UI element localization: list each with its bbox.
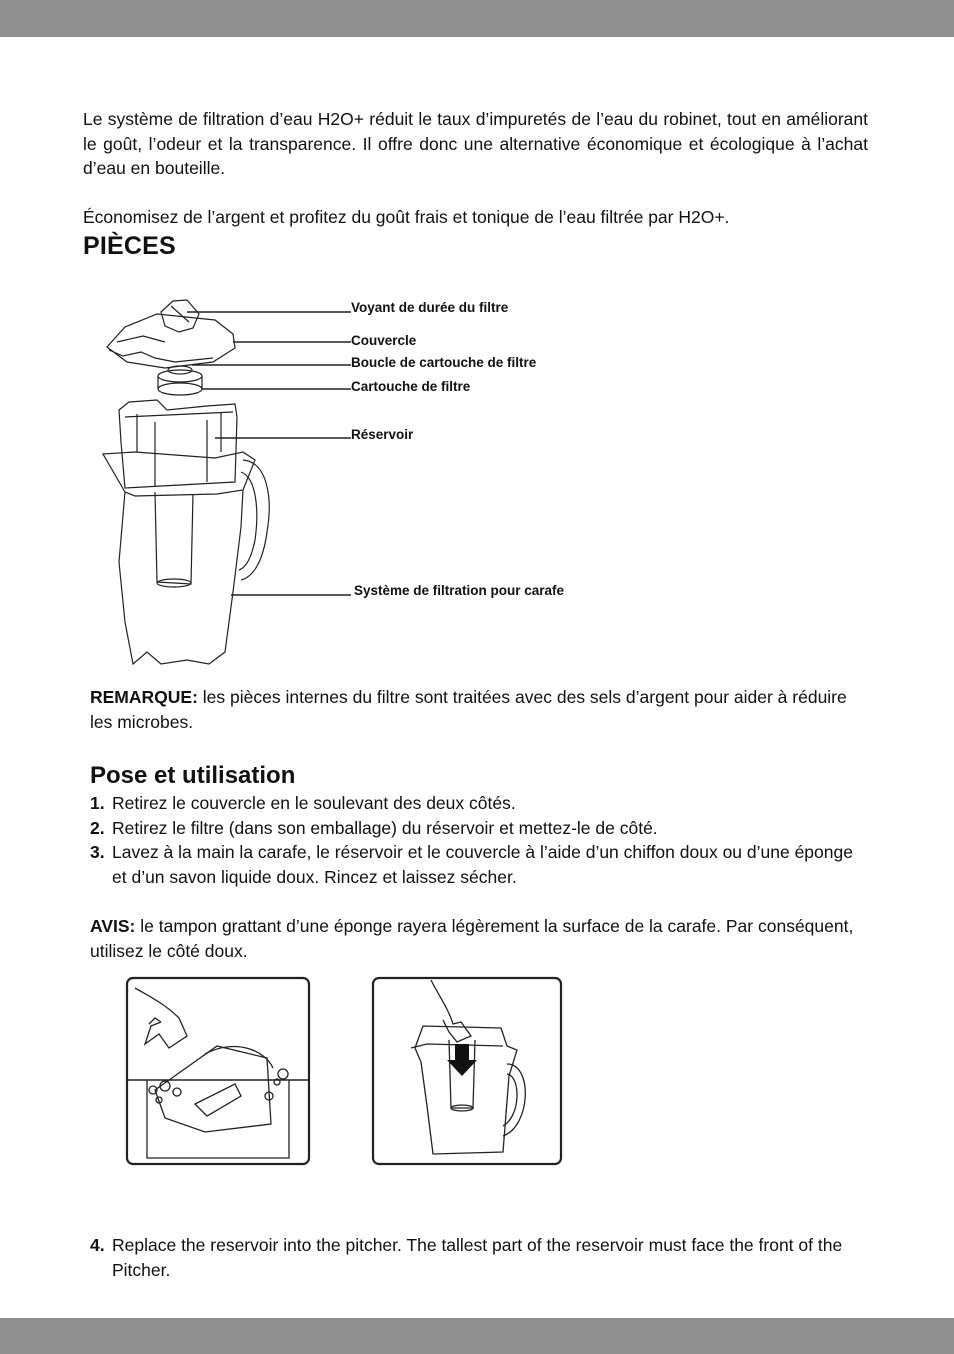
label-pitcher-system: Système de filtration pour carafe (354, 583, 565, 598)
step-number: 1. (90, 793, 105, 813)
step-text: Replace the reservoir into the pitcher. The tallest part of the reservoir must face the front of the Pitcher. (112, 1235, 843, 1280)
label-filter-indicator: Voyant de durée du filtre (351, 300, 509, 315)
step-text: Lavez à la main la carafe, le réservoir et le couvercle à l’aide d’un chiffon doux ou d’une éponge et d’un savon liquide doux. Rincez et laissez sécher. (112, 842, 853, 887)
parts-heading: PIÈCES (83, 232, 176, 260)
insert-filter-illustration (371, 976, 557, 1166)
notice-text: le tampon grattant d’une éponge rayera légèrement la surface de la carafe. Par conséquent, utilisez le côté doux. (90, 916, 854, 961)
filter-insert-image (371, 976, 563, 1166)
pitcher-exploded-illustration (95, 292, 595, 672)
footer-bar (0, 1318, 954, 1354)
washing-illustration (125, 976, 311, 1166)
pitcher-parts-diagram (95, 292, 595, 672)
down-arrow-icon (447, 1044, 477, 1076)
label-filter-cartridge: Cartouche de filtre (351, 379, 471, 394)
step-text: Retirez le couvercle en le soulevant des deux côtés. (112, 793, 516, 813)
intro-paragraph: Le système de filtration d’eau H2O+ réduit le taux d’impuretés de l’eau du robinet, tout en améliorant le goût, l’odeur et la transparence. Il offre donc une alternative économique et écologique à l’achat d’eau en bouteille. (83, 109, 868, 178)
step-item (90, 816, 865, 841)
step-number: 3. (90, 842, 105, 862)
notice-paragraph (90, 914, 860, 963)
label-cartridge-clip: Boucle de cartouche de filtre (351, 355, 537, 370)
label-reservoir: Réservoir (351, 427, 414, 442)
notice-label: AVIS: (90, 916, 136, 936)
remark-label: REMARQUE: (90, 687, 198, 707)
hand-washing-image (125, 976, 311, 1166)
step-number: 4. (90, 1235, 105, 1255)
intro-savings-paragraph: Économisez de l’argent et profitez du goût frais et tonique de l’eau filtrée par H2O+. (83, 207, 730, 227)
remark-paragraph (90, 685, 860, 734)
step-item (90, 840, 865, 889)
setup-heading: Pose et utilisation (90, 762, 296, 789)
header-bar (0, 0, 954, 37)
setup-steps (90, 791, 865, 889)
label-lid: Couvercle (351, 333, 417, 348)
remark-text: les pièces internes du filtre sont traitées avec des sels d’argent pour aider à réduire les microbes. (90, 687, 847, 732)
step-text: Retirez le filtre (dans son emballage) du réservoir et mettez-le de côté. (112, 817, 658, 838)
step-number: 2. (90, 817, 105, 838)
step-item (90, 791, 865, 816)
step-item-4 (90, 1233, 860, 1282)
